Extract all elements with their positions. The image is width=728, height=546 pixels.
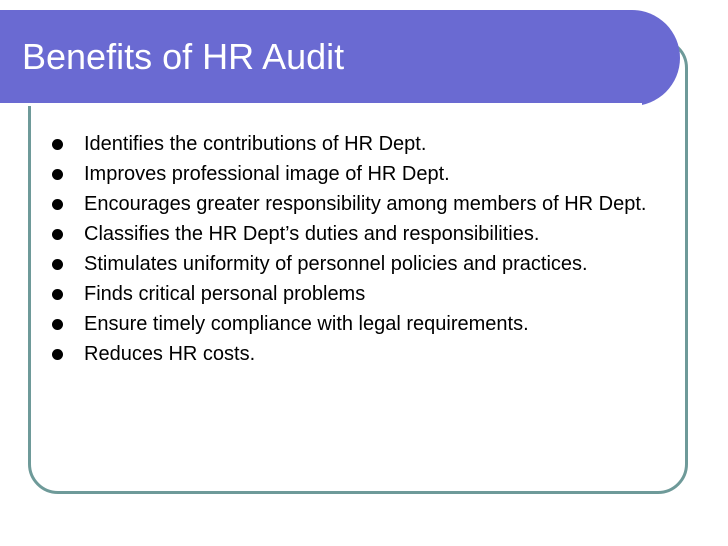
bullet-item xyxy=(50,161,680,187)
bullet-text: Classifies the HR Dept’s duties and responsibilities. xyxy=(84,223,540,245)
bullet-item xyxy=(50,311,680,337)
bullet-text: Finds critical personal problems xyxy=(84,283,366,305)
bullet-text: Reduces HR costs. xyxy=(84,343,256,365)
bullet-list xyxy=(50,131,680,371)
title-underline xyxy=(0,103,642,106)
bullet-icon xyxy=(52,229,63,240)
bullet-icon xyxy=(52,289,63,300)
bullet-icon xyxy=(52,349,63,360)
bullet-icon xyxy=(52,199,63,210)
bullet-text: Improves professional image of HR Dept. xyxy=(84,163,450,185)
bullet-item xyxy=(50,131,680,157)
bullet-icon xyxy=(52,139,63,150)
bullet-item xyxy=(50,281,680,307)
bullet-icon xyxy=(52,169,63,180)
bullet-item xyxy=(50,191,680,217)
bullet-icon xyxy=(52,319,63,330)
slide-title: Benefits of HR Audit xyxy=(22,36,345,77)
bullet-item xyxy=(50,341,680,367)
bullet-text: Stimulates uniformity of personnel policies and practices. xyxy=(84,253,588,275)
bullet-item xyxy=(50,221,680,247)
bullet-text: Identifies the contributions of HR Dept. xyxy=(84,133,427,155)
bullet-text: Encourages greater responsibility among members of HR Dept. xyxy=(84,193,647,215)
bullet-item xyxy=(50,251,680,277)
bullet-icon xyxy=(52,259,63,270)
bullet-text: Ensure timely compliance with legal requirements. xyxy=(84,313,529,335)
